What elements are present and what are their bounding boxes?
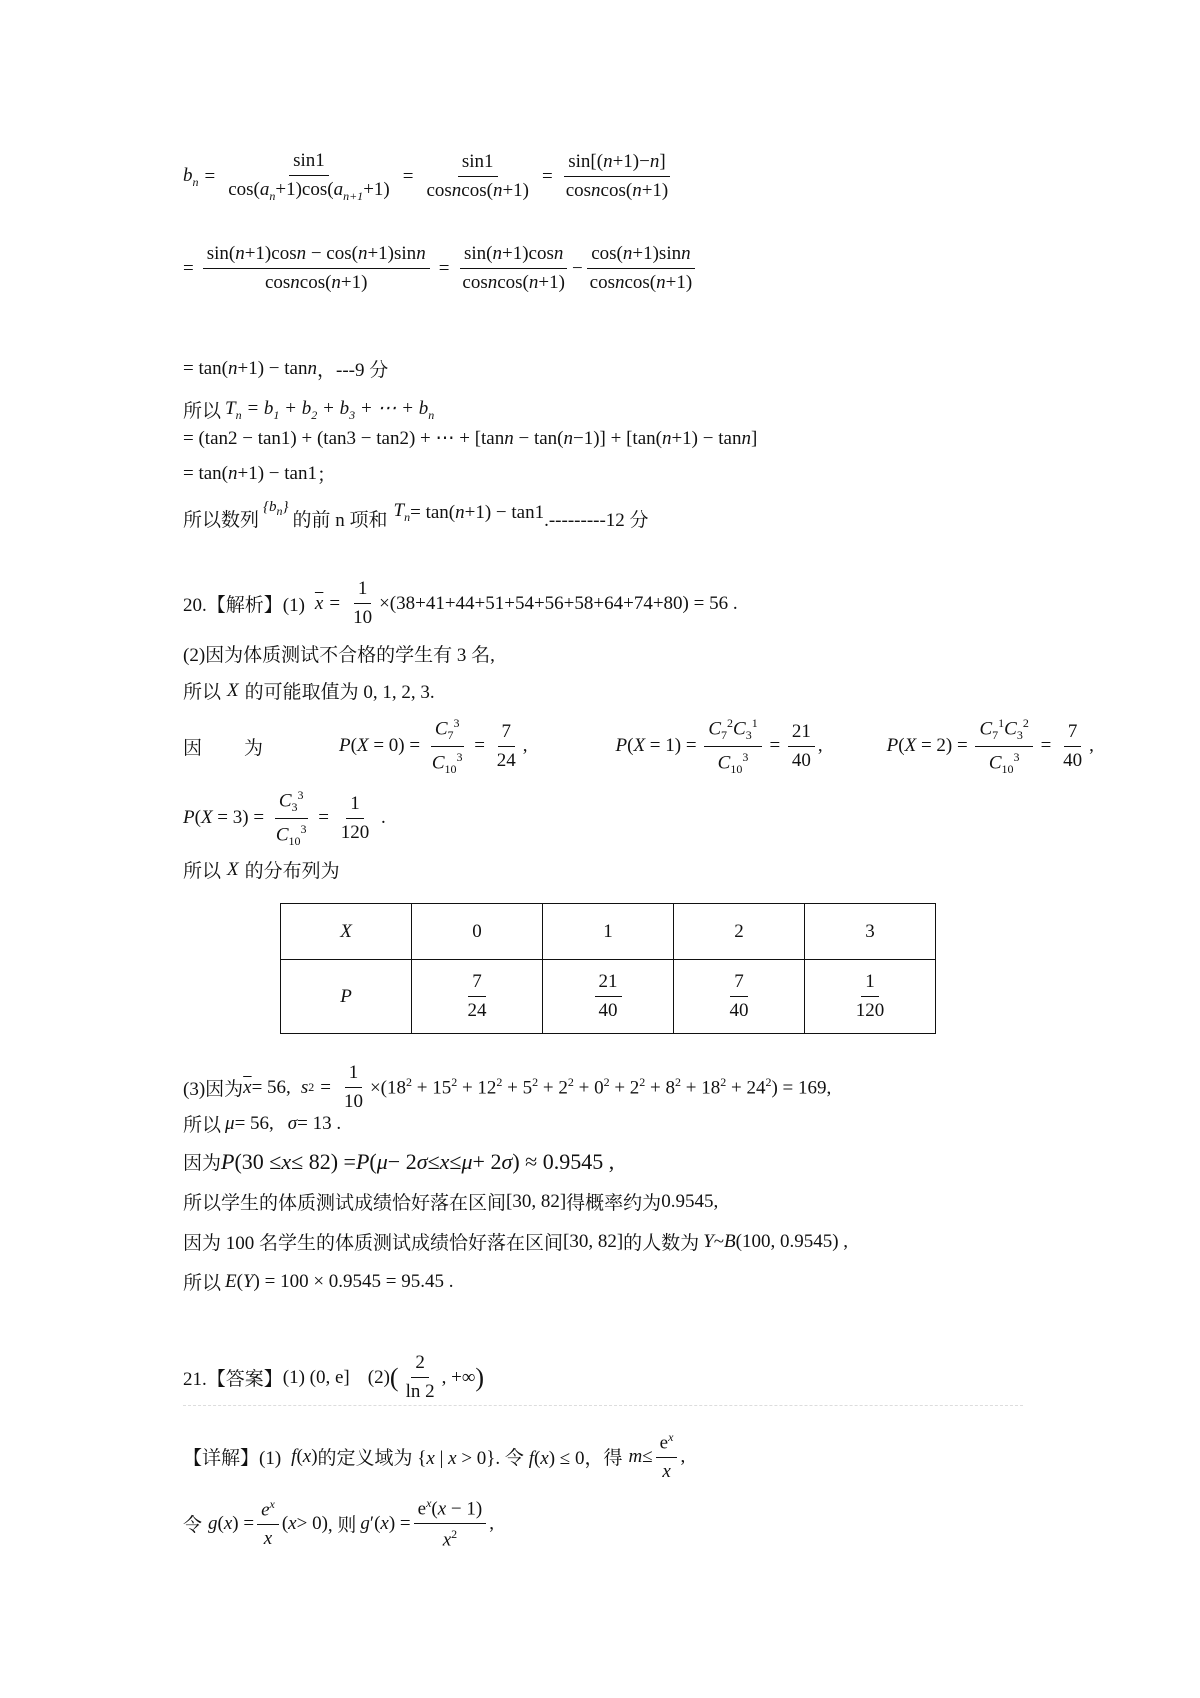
q20-part2-line2: 所以 X 的可能取值为 0, 1, 2, 3. [183,679,435,703]
q21-g-line: 令 g ( x ) = $\frac{e^x}{x}$ ( x > 0) , 则 g ′( x ) = $\frac{e^x(x - 1)}{x^2}$ , [183,1496,494,1551]
dashed-divider [183,1405,1023,1406]
score-12: .---------12 分 [544,510,649,531]
bn-expand-line: = $\frac{\sin(n+1)\cos n - \cos(n+1)\sin n}{\text{cosncos(n+1)}}$ = $\frac{\sin(n+1)\cos n}{\text{cosncos(n+1)}}$ − $\frac{\cos(n+1)\sin n}{\text{cosncos(n+1)}}$ [183,243,699,294]
prob-interval-line: 因为 P (30 ≤ x ≤ 82) = P ( μ − 2 σ ≤ x ≤ μ + 2 σ ) ≈ 0.9545 , [183,1148,615,1174]
expectation-line: 所以 E ( Y ) = 100 × 0.9545 = 95.45 . [183,1270,454,1294]
table-row [281,960,936,1034]
q20-p3-line [183,788,386,849]
tn-expand-line: = (tan2 − tan1) + (tan3 − tan2) + ⋯ + [tann − tan(n−1)] + [tan(n+1) − tann] [183,428,758,449]
mu-sigma-line: 所以 μ = 56, σ = 13 . [183,1112,342,1136]
binomial-line: 因为 100 名学生的体质测试成绩恰好落在区间 [30, 82] 的人数为 Y ~ B (100, 0.9545) , [183,1230,849,1254]
q21-heading: 21.【答案】 [183,1369,283,1390]
q21-detail-line: 【详解】(1) f(x) 的定义域为 {x | x > 0}. 令 f(x) ≤ 0，得 m ≤ $\frac{e^x}{x}$ , [183,1430,686,1483]
interval-prob-line: 所以学生的体质测试成绩恰好落在区间 [30, 82] 得概率约为 0.9545 , [183,1190,719,1214]
dist-intro-line: 所以 X 的分布列为 [183,858,340,882]
distribution-table [280,903,936,1034]
p-x-2: P(X = 2) = $\frac{C_7^1C_3^2}{C_{10}^3}$ = $\frac{7}{40}$ , [886,716,1094,777]
q20-heading: 20.【解析】(1) [183,595,305,616]
table-cell: $\frac{21}{40}$ [543,960,674,1034]
p-x-1: P(X = 1) = $\frac{C_7^2C_3^1}{C_{10}^3}$ = $\frac{21}{40}$ , [615,716,823,777]
table-cell: 3 [805,904,936,960]
table-cell: $\frac{7}{40}$ [674,960,805,1034]
q21-heading-line: 21.【答案】 (1) (0, e] (2) ( $\frac{2}{\ln 2}$ , +∞ ) [183,1352,485,1402]
tn-conclusion-line: 所以数列 $\{b_n\}$ 的前 n 项和 $T_n$ = tan(n+1) − tan1 .---------12 分 [183,498,649,531]
tn-sum-line: 所以 $T_n = b_1 + b_2 + b_3$ + ⋯ + $b_n$ [183,397,435,422]
p-x-0: P(X = 0) = $\frac{C_7^3}{C_{10}^3}$ = $\frac{7}{24}$ , [339,716,528,777]
q21-answer1: (1) (0, e] [282,1366,350,1388]
sequence-bn: $\{b_n\}$ [263,498,289,518]
q20-prob-line: 因 为 P(X = 0) = $\frac{C_7^3}{C_{10}^3}$ = $\frac{7}{24}$ , P(X = 1) = $\frac{C_7^2C_3^1}{C_{10}^3}$ = $\frac{21}{40}$ , P(X = 2) = $\frac{C_7^1C_3^2}{C_{10}^3}$ = $\frac{7}{40}$ , [183,716,1094,777]
table-cell: 0 [412,904,543,960]
tn-result-line: = tan(n+1) − tan1 ； [183,462,337,486]
q20-part2-line1: (2)因为体质测试不合格的学生有 3 名, [183,645,495,666]
table-cell: X [281,904,412,960]
table-cell: 2 [674,904,805,960]
table-cell: P [281,960,412,1034]
q20-heading-line: 20.【解析】(1) $\overline{x}$ = $\frac{1}{10}$ ×(38+41+44+51+54+56+58+64+74+80) = 56 . [183,578,738,628]
tn-sum: $T_n = b_1 + b_2 + b_3$ + ⋯ + $b_n$ [225,397,435,422]
q20-part3-line: (3)因为 $\overline{x}$ = 56, s 2 = $\frac{1}{10}$ $\times(18^2 + 15^2 + 12^2 + 5^2 + 2^2 + 0^2 + 2^2 + 8^2 + 18^2 + 24^2) = 169$, [183,1062,832,1112]
table-cell: 1 [543,904,674,960]
bn-formula-line: $b_n$ = $\frac{\sin 1}{\cos(a_n+1)\cos(a_{n+1}+1)}$ = $\frac{\sin 1}{\text{cosncos(n+1)}}$ = $\frac{\sin[(n+1)-n]}{\text{cosncos(n+1)}}$ [183,150,669,203]
tan-difference-line [183,355,388,382]
table-cell: $\frac{1}{120}$ [805,960,936,1034]
table-cell: $\frac{7}{24}$ [412,960,543,1034]
tan-difference-formula: = tan(n+1) − tann [183,357,317,379]
table-row [281,904,936,960]
score-9: ，---9 分 [317,360,389,381]
p-x-3: P(X = 3) = $\frac{C_3^3}{C_{10}^3}$ = $\frac{1}{120}$ . [183,788,386,849]
